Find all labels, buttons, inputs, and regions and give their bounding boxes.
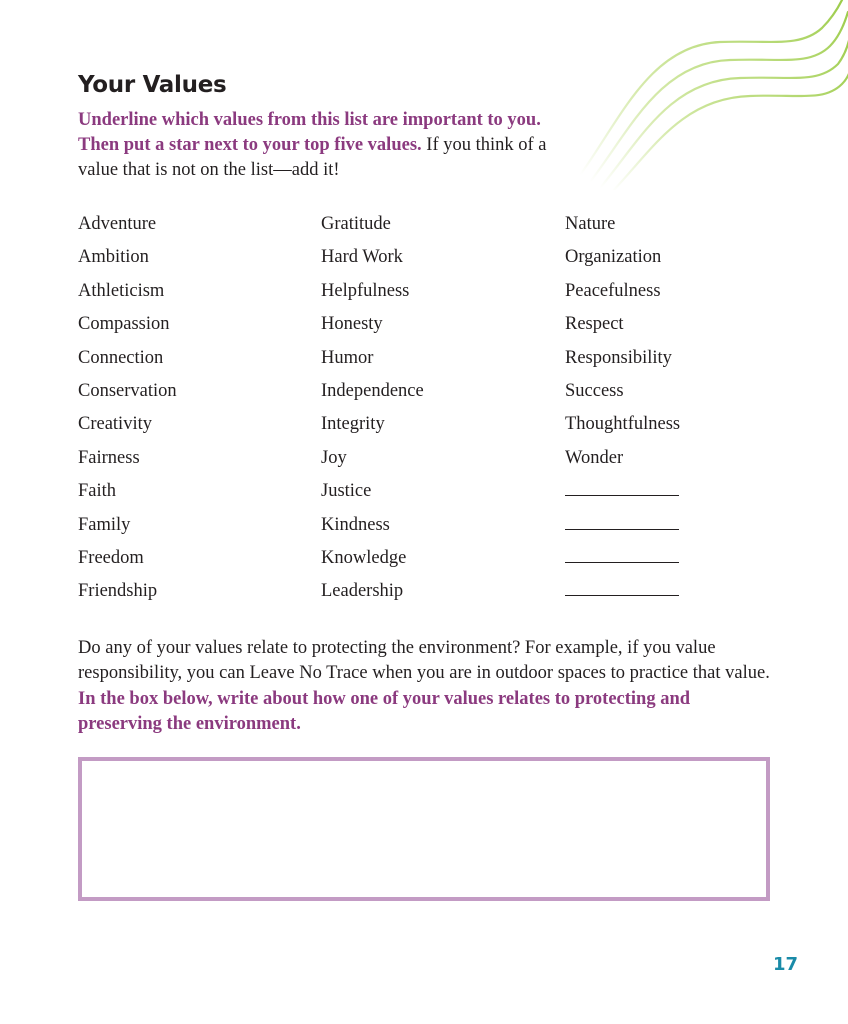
values-column-2 (321, 212, 424, 613)
value-item: Athleticism (78, 280, 165, 301)
value-item: Success (565, 380, 624, 401)
value-item: Conservation (78, 380, 177, 401)
value-item: Ambition (78, 247, 149, 268)
page-number: 17 (772, 954, 798, 975)
blank-value-line[interactable] (565, 579, 680, 612)
value-item: Organization (565, 247, 662, 268)
wavy-lines-decoration (560, 0, 848, 190)
value-item: Gratitude (321, 214, 391, 234)
value-item: Faith (78, 481, 117, 502)
writing-box[interactable] (78, 757, 770, 901)
environment-prompt (78, 636, 778, 737)
values-column-3 (565, 212, 680, 613)
value-item: Kindness (321, 514, 390, 535)
value-item: Connection (78, 347, 164, 368)
value-item: Thoughtfulness (565, 414, 681, 435)
value-item: Wonder (565, 447, 624, 468)
value-item: Freedom (78, 547, 144, 568)
blank-underline[interactable] (565, 579, 679, 596)
value-item: Nature (565, 214, 616, 234)
value-item: Humor (321, 347, 374, 368)
page-title: Your Values (78, 72, 227, 98)
value-item: Friendship (78, 581, 158, 602)
blank-underline[interactable] (565, 546, 679, 563)
intro-plain-instruction: If you think of a value that is not on the list—add it! (78, 135, 547, 180)
value-item: Fairness (78, 447, 140, 468)
value-item: Family (78, 514, 131, 535)
value-item: Helpfulness (321, 280, 410, 301)
intro-bold-instruction: Underline which values from this list are important to you. Then put a star next to your top five values. (78, 110, 541, 155)
value-item: Adventure (78, 214, 157, 234)
blank-value-line[interactable] (565, 479, 680, 512)
intro-instructions (78, 108, 558, 183)
value-item: Independence (321, 380, 424, 401)
value-item: Responsibility (565, 347, 672, 368)
value-item: Respect (565, 314, 624, 335)
value-item: Hard Work (321, 247, 403, 268)
value-item: Honesty (321, 314, 383, 335)
values-column-1 (78, 212, 177, 613)
value-item: Leadership (321, 581, 404, 602)
value-item: Creativity (78, 414, 152, 435)
blank-underline[interactable] (565, 513, 679, 530)
value-item: Compassion (78, 314, 170, 335)
value-item: Integrity (321, 414, 385, 435)
prompt-plain-text: Do any of your values relate to protecting the environment? For example, if you value responsibility, you can Leave No Trace when you are in outdoor spaces to practice that value. (78, 638, 770, 684)
value-item: Justice (321, 481, 372, 502)
blank-value-line[interactable] (565, 513, 680, 546)
value-item: Peacefulness (565, 280, 661, 301)
value-item: Joy (321, 447, 347, 468)
prompt-bold-instruction: In the box below, write about how one of your values relates to protecting and preserving the environment. (78, 688, 691, 734)
value-item: Knowledge (321, 547, 407, 568)
blank-underline[interactable] (565, 479, 679, 496)
blank-value-line[interactable] (565, 546, 680, 579)
